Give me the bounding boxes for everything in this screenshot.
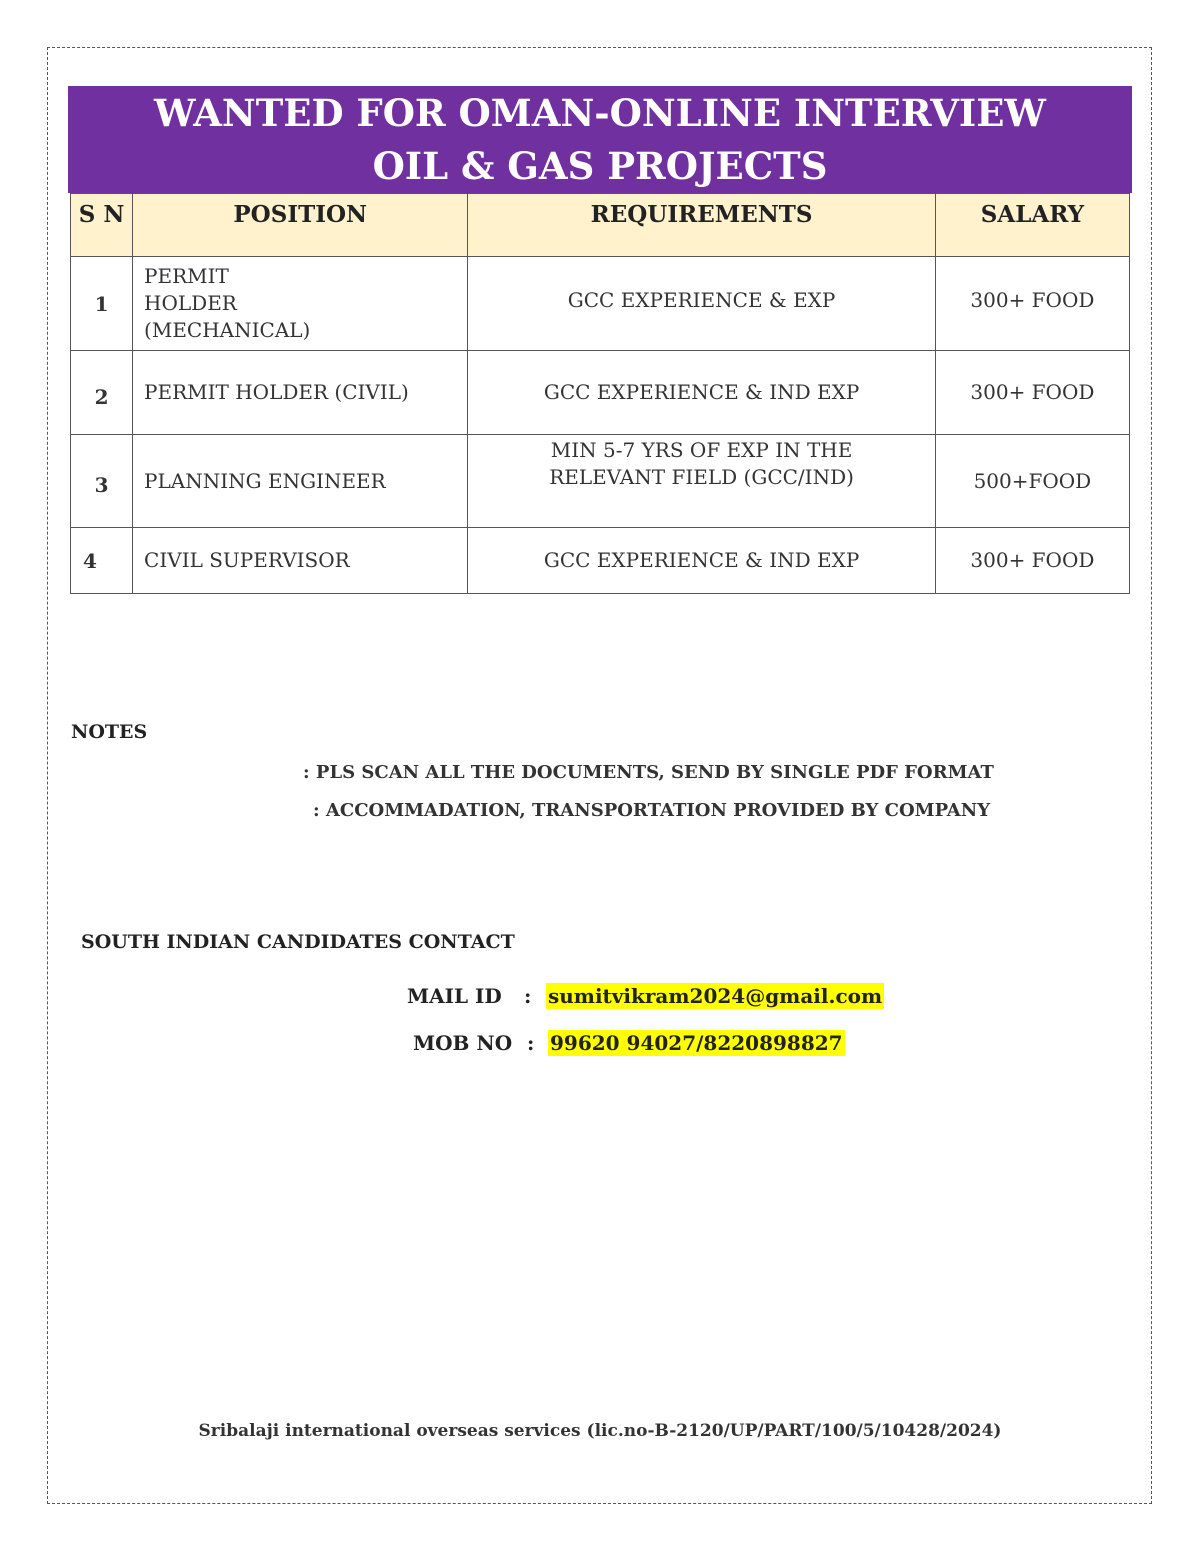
row-position: PERMIT HOLDER (MECHANICAL) (133, 257, 468, 351)
table-header-row (71, 194, 1130, 257)
title-line-2: OIL & GAS PROJECTS (372, 144, 828, 188)
row-position: CIVIL SUPERVISOR (133, 528, 468, 594)
header-requirements: REQUIREMENTS (468, 194, 935, 257)
row-sn: 2 (71, 351, 133, 435)
header-salary: SALARY (935, 194, 1129, 257)
jobs-table (70, 193, 1130, 594)
row-salary: 300+ FOOD (935, 257, 1129, 351)
title-banner (68, 86, 1132, 193)
row-sn: 3 (71, 435, 133, 528)
mob-label: MOB NO (413, 1031, 513, 1055)
row-salary: 500+FOOD (935, 435, 1129, 528)
table-row (71, 351, 1130, 435)
row-salary: 300+ FOOD (935, 351, 1129, 435)
row-requirements: GCC EXPERIENCE & IND EXP (468, 528, 935, 594)
header-sn: S N (71, 194, 133, 257)
row-salary: 300+ FOOD (935, 528, 1129, 594)
note-item: : ACCOMMADATION, TRANSPORTATION PROVIDED BY COMPANY (313, 800, 991, 821)
mail-label: MAIL ID (407, 984, 502, 1008)
mail-value[interactable]: sumitvikram2024@gmail.com (548, 984, 883, 1008)
row-sn: 4 (71, 528, 133, 594)
row-requirements: GCC EXPERIENCE & IND EXP (468, 351, 935, 435)
notes-title: NOTES (71, 721, 148, 743)
header-position: POSITION (133, 194, 468, 257)
table-row (71, 435, 1130, 528)
title-line-1: WANTED FOR OMAN-ONLINE INTERVIEW (154, 91, 1046, 135)
row-sn: 1 (71, 257, 133, 351)
row-position: PLANNING ENGINEER (133, 435, 468, 528)
table-row (71, 257, 1130, 351)
row-requirements: MIN 5-7 YRS OF EXP IN THE RELEVANT FIELD (GCC/IND) (468, 435, 935, 528)
mob-value[interactable]: 99620 94027/8220898827 (550, 1031, 843, 1055)
contact-title: SOUTH INDIAN CANDIDATES CONTACT (81, 931, 515, 953)
note-item: : PLS SCAN ALL THE DOCUMENTS, SEND BY SINGLE PDF FORMAT (303, 762, 994, 783)
row-position: PERMIT HOLDER (CIVIL) (133, 351, 468, 435)
row-requirements: GCC EXPERIENCE & EXP (468, 257, 935, 351)
footer-license: Sribalaji international overseas services (lic.no-B-2120/UP/PART/100/5/10428/2024) (198, 1421, 1002, 1441)
mail-separator: : (524, 984, 532, 1008)
table-row (71, 528, 1130, 594)
mob-separator: : (527, 1031, 535, 1055)
